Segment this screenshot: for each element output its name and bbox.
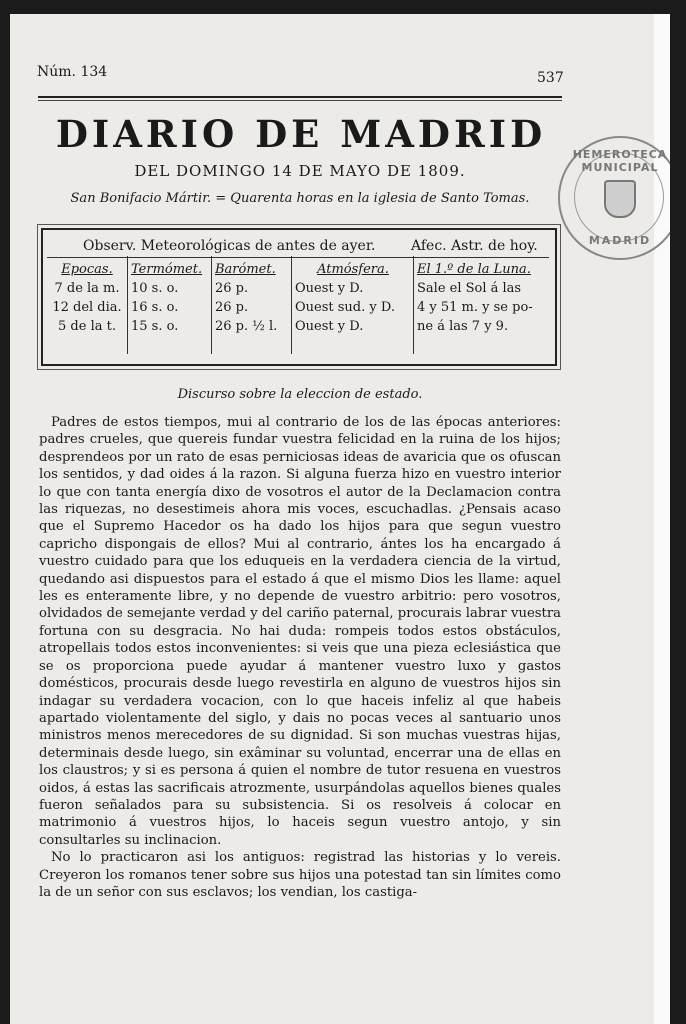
dateline: DEL DOMINGO 14 DE MAYO DE 1809. — [134, 162, 466, 180]
paragraph: No lo practicaron asi los antiguos: registrad las historias y lo vereis. Creyeron los romanos tener sobre sus hijos una potestad tan sin límites como la de un señor con sus esclavos; los vendian, los castiga- — [39, 850, 561, 900]
cell-barometro: 26 p. ½ l. — [215, 319, 278, 334]
cell-epoca: 12 del dia. — [52, 300, 122, 315]
header-luna: El 1.º de la Luna. — [417, 262, 531, 277]
cell-luna: 4 y 51 m. y se po- — [417, 300, 533, 315]
article-title: Discurso sobre la eleccion de estado. — [177, 387, 423, 402]
cell-termometro: 15 s. o. — [131, 319, 179, 334]
stamp-top-text: HEMEROTECA MUNICIPAL — [572, 148, 668, 174]
cell-epoca: 7 de la m. — [54, 281, 120, 296]
coat-of-arms-icon — [604, 180, 636, 218]
saints-of-the-day: San Bonifacio Mártir. = Quarenta horas en la iglesia de Santo Tomas. — [70, 191, 530, 206]
stamp-bottom-text: MADRID — [588, 234, 652, 247]
masthead-title: DIARIO DE MADRID — [55, 112, 547, 156]
cell-termometro: 16 s. o. — [131, 300, 179, 315]
cell-termometro: 10 s. o. — [131, 281, 179, 296]
header-epocas: Epocas. — [61, 262, 113, 277]
issue-number: Núm. 134 — [37, 64, 108, 80]
weather-divider — [47, 257, 549, 258]
column-divider — [413, 256, 414, 354]
header-termometro: Termómet. — [131, 262, 203, 277]
cell-atmosfera: Ouest y D. — [295, 281, 364, 296]
weather-table — [41, 228, 557, 366]
column-divider — [127, 256, 128, 354]
newspaper-page — [10, 14, 670, 1024]
weather-title-astronomy: Afec. Astr. de hoy. — [411, 238, 538, 254]
header-rule — [38, 96, 562, 98]
cell-barometro: 26 p. — [215, 300, 249, 315]
cell-atmosfera: Ouest y D. — [295, 319, 364, 334]
column-barometro — [215, 260, 289, 336]
cell-luna: ne á las 7 y 9. — [417, 319, 509, 334]
column-epocas — [49, 260, 125, 336]
cell-epoca: 5 de la t. — [58, 319, 116, 334]
header-rule-thin — [38, 100, 562, 101]
header-atmosfera: Atmósfera. — [317, 262, 389, 277]
column-divider — [291, 256, 292, 354]
column-atmosfera — [295, 260, 411, 336]
article-body — [39, 414, 561, 901]
paragraph: Padres de estos tiempos, mui al contrario de los de las épocas anteriores: padres crueles, que quereis fundar vuestra felicidad en la ruina de los hijos; desprendeos por un rato de esas perniciosas ideas de avaricia que os ofuscan los sentidos, y dad oides á la razon. Si alguna fuerza hizo en vuestro interior lo que con tanta energía dixo de vosotros el autor de la Declamacion contra las riquezas, no desestimeis ahora mis voces, escuchadlas. ¿Pensais acaso que el Supremo Hacedor os ha dado los hijos para que segun vuestro capricho dispongais de ellos? Mui al contrario, ántes los ha encargado á vuestro cuidado para que los eduqueis en la verdadera ciencia de la virtud, quedando asi dispuestos para el estado á que el mismo Dios les llame: aquel les es enteramente libre, y no depende de vuestro arbitrio: pero vosotros, olvidados de semejante verdad y del cariño paternal, procurais labrar vuestra fortuna con su desgracia. No hai duda: rompeis todos estos obstáculos, atropellais todos estos inconvenientes: si veis que una pieza eclesiástica que se os proporciona puede ayudar á mantener vuestro luxo y gastos domésticos, procurais desde luego revestirla en alguno de vuestros hijos sin indagar su verdadera vocacion, con lo que haceis infeliz al que habeis apartado violentamente del siglo, y dais no pocas veces al santuario unos ministros menos merecedores de su dignidad. Si son muchas vuestras hijas, determinais desde luego, sin exâminar su voluntad, encerrar una de ellas en los claustros; y si es persona á quien el nombre de tutor resuena en vuestros oidos, á estas las sacrificais atrozmente, usurpándolas aquellos bienes quales fueron señalados para su subsistencia. Si os resolveis á colocar en matrimonio á vuestros hijos, lo haceis segun vuestro antojo, y sin consultarles su inclinacion. — [39, 415, 561, 848]
library-stamp — [558, 136, 670, 260]
column-divider — [211, 256, 212, 354]
column-luna — [417, 260, 549, 336]
cell-luna: Sale el Sol á las — [417, 281, 522, 296]
page-number: 537 — [537, 70, 564, 86]
weather-title-observations: Observ. Meteorológicas de antes de ayer. — [83, 238, 376, 254]
header-barometro: Barómet. — [215, 262, 276, 277]
column-termometro — [131, 260, 209, 336]
cell-atmosfera: Ouest sud. y D. — [295, 300, 395, 315]
cell-barometro: 26 p. — [215, 281, 249, 296]
